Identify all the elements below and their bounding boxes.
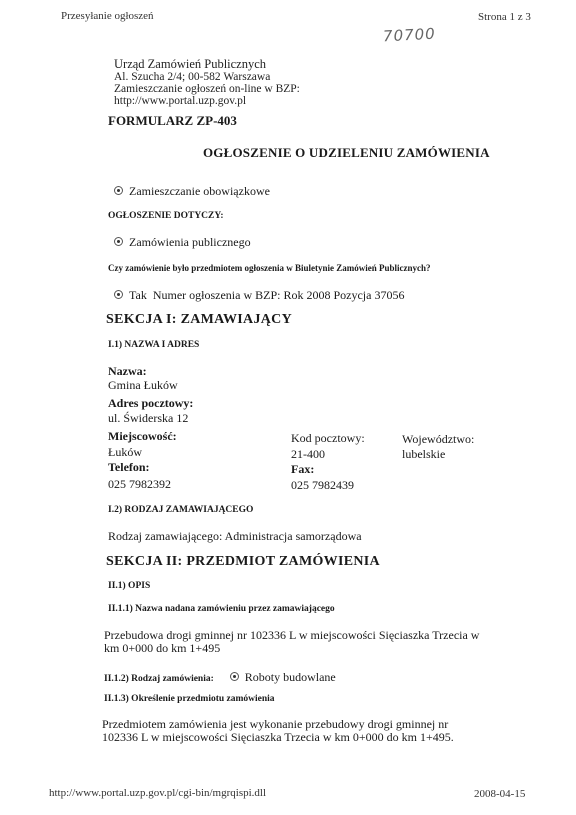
header-left: Przesyłanie ogłoszeń — [61, 10, 154, 22]
bzp-number: Numer ogłoszenia w BZP: Rok 2008 Pozycja 37056 — [152, 288, 405, 302]
address-value: ul. Świderska 12 — [108, 411, 189, 425]
radio-icon — [114, 186, 123, 195]
section-2-1-3-heading: II.1.3) Określenie przedmiotu zamówienia — [104, 694, 275, 704]
fax-label: Fax: — [291, 462, 315, 476]
section-1-2-heading: I.2) RODZAJ ZAMAWIAJĄCEGO — [108, 505, 254, 515]
radio-icon — [230, 672, 239, 681]
postal-label: Kod pocztowy: — [291, 431, 365, 445]
contracting-type: Rodzaj zamawiającego: Administracja samorządowa — [108, 529, 362, 543]
section-2-1-1-heading: II.1.1) Nazwa nadana zamówieniu przez zamawiającego — [108, 604, 335, 614]
city-label: Miejscowość: — [108, 429, 177, 443]
contract-type-value: Roboty budowlane — [244, 670, 336, 684]
fax-value: 025 7982439 — [291, 478, 354, 492]
concerns-option — [114, 235, 251, 250]
footer-url: http://www.portal.uzp.gov.pl/cgi-bin/mgrqispi.dll — [49, 787, 267, 799]
footer-date: 2008-04-15 — [474, 788, 526, 800]
phone-value: 025 7982392 — [108, 477, 171, 491]
bzp-answer: Tak — [129, 288, 147, 302]
concerns-value: Zamówienia publicznego — [129, 235, 251, 249]
concerns-label: OGŁOSZENIE DOTYCZY: — [108, 211, 224, 221]
mandatory-label: Zamieszczanie obowiązkowe — [129, 184, 270, 198]
bzp-answer-row — [114, 288, 404, 303]
postal-value: 21-400 — [291, 447, 325, 461]
section-2-1-heading: II.1) OPIS — [108, 581, 151, 591]
radio-icon — [114, 237, 123, 246]
description-line-2: 102336 L w miejscowości Sięciaszka Trzecia w km 0+000 do km 1+495. — [102, 730, 454, 744]
section-2-1-2-label: II.1.2) Rodzaj zamówienia: — [104, 674, 214, 684]
radio-icon — [114, 290, 123, 299]
name-value: Gmina Łuków — [108, 378, 178, 392]
mandatory-option — [114, 184, 270, 199]
page-number: Strona 1 z 3 — [478, 11, 531, 23]
city-value: Łuków — [108, 445, 142, 459]
office-name: Urząd Zamówień Publicznych — [114, 57, 267, 71]
office-online-label: Zamieszczanie ogłoszeń on-line w BZP: — [114, 83, 300, 95]
name-label: Nazwa: — [108, 364, 147, 378]
address-label: Adres pocztowy: — [108, 396, 194, 410]
contract-name-line-1: Przebudowa drogi gminnej nr 102336 L w miejscowości Sięciaszka Trzecia w — [104, 628, 480, 642]
province-label: Województwo: — [402, 432, 475, 446]
office-address: Al. Szucha 2/4; 00-582 Warszawa — [114, 71, 271, 83]
handwritten-number: 70700 — [382, 24, 437, 46]
office-url: http://www.portal.uzp.gov.pl — [114, 95, 247, 107]
contract-type-row — [104, 668, 336, 686]
document-title: OGŁOSZENIE O UDZIELENIU ZAMÓWIENIA — [203, 145, 490, 160]
section-2-title: SEKCJA II: PRZEDMIOT ZAMÓWIENIA — [106, 554, 380, 569]
section-1-title: SEKCJA I: ZAMAWIAJĄCY — [106, 312, 292, 327]
form-title: FORMULARZ ZP-403 — [108, 113, 237, 128]
bzp-question: Czy zamówienie było przedmiotem ogłoszenia w Biuletynie Zamówień Publicznych? — [108, 263, 431, 273]
phone-label: Telefon: — [108, 460, 150, 474]
province-value: lubelskie — [402, 447, 446, 461]
contract-name-line-2: km 0+000 do km 1+495 — [104, 641, 221, 655]
section-1-1-heading: I.1) NAZWA I ADRES — [108, 340, 200, 350]
description-line-1: Przedmiotem zamówienia jest wykonanie przebudowy drogi gminnej nr — [102, 717, 449, 731]
